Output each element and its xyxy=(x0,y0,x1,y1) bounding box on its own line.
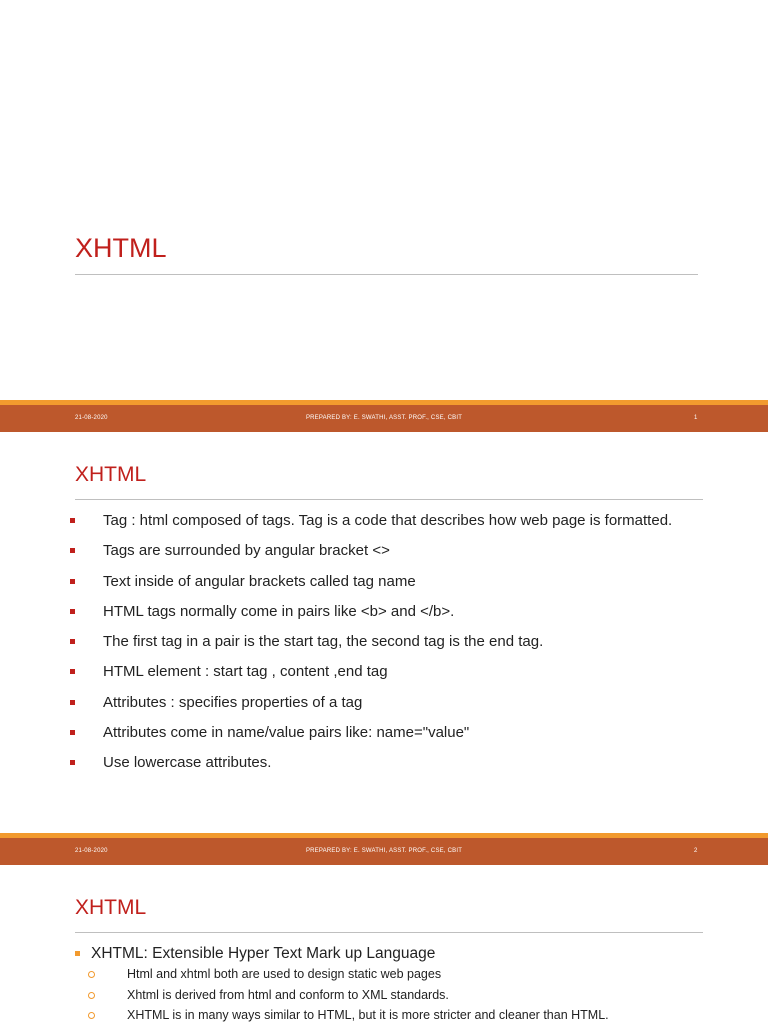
list-item xyxy=(70,512,710,530)
slide-footer xyxy=(0,833,768,865)
list-item xyxy=(70,754,710,772)
bullet-text: XHTML: Extensible Hyper Text Mark up Language xyxy=(91,945,436,962)
circle-bullet-icon xyxy=(88,1012,95,1019)
square-bullet-icon xyxy=(70,579,75,584)
title-divider xyxy=(75,274,698,275)
title-divider xyxy=(75,499,703,500)
list-item xyxy=(70,663,710,681)
bullet-text: Use lowercase attributes. xyxy=(103,754,272,772)
sub-bullet-text: Xhtml is derived from html and conform to XML standards. xyxy=(127,988,449,1002)
slide-title: XHTML xyxy=(75,896,147,919)
footer-date: 21-08-2020 xyxy=(75,848,108,854)
bullet-text: Attributes : specifies properties of a tag xyxy=(103,693,363,711)
sub-bullet-text: XHTML is in many ways similar to HTML, but it is more stricter and cleaner than HTML. xyxy=(127,1008,609,1022)
square-bullet-icon xyxy=(70,639,75,644)
list-item xyxy=(70,573,710,591)
slide-1 xyxy=(0,0,768,432)
slide-footer xyxy=(0,400,768,432)
bullet-text: Text inside of angular brackets called tag name xyxy=(103,572,416,590)
circle-bullet-icon xyxy=(88,992,95,999)
slide-title: XHTML xyxy=(75,463,147,486)
list-item xyxy=(70,694,710,712)
footer-page-number: 2 xyxy=(694,848,698,854)
square-bullet-icon xyxy=(70,548,75,553)
footer-author: PREPARED BY: E. SWATHI, ASST. PROF., CSE, CBIT xyxy=(305,848,463,854)
list-item xyxy=(70,542,710,560)
bullet-text: Tags are surrounded by angular bracket <> xyxy=(103,542,390,560)
bullet-list xyxy=(70,512,710,785)
bullet-text: HTML tags normally come in pairs like <b> and </b>. xyxy=(103,602,455,620)
bullet-text: Attributes come in name/value pairs like: name="value" xyxy=(103,724,470,742)
square-bullet-icon xyxy=(75,951,80,956)
square-bullet-icon xyxy=(70,518,75,523)
list-item xyxy=(70,603,710,621)
square-bullet-icon xyxy=(70,700,75,705)
slide-title: XHTML xyxy=(75,233,167,263)
bullet-text: HTML element : start tag , content ,end tag xyxy=(103,663,388,681)
square-bullet-icon xyxy=(70,730,75,735)
square-bullet-icon xyxy=(70,609,75,614)
list-item xyxy=(70,633,710,651)
bullet-text: Tag : html composed of tags. Tag is a code that describes how web page is formatted. xyxy=(103,512,673,529)
list-item xyxy=(70,724,710,742)
footer-author: PREPARED BY: E. SWATHI, ASST. PROF., CSE, CBIT xyxy=(305,415,463,421)
square-bullet-icon xyxy=(70,760,75,765)
footer-page-number: 1 xyxy=(694,415,698,421)
bullet-text: The first tag in a pair is the start tag, the second tag is the end tag. xyxy=(103,633,544,651)
sub-bullet-text: Html and xhtml both are used to design static web pages xyxy=(127,967,442,981)
circle-bullet-icon xyxy=(88,971,95,978)
title-divider xyxy=(75,932,703,933)
footer-date: 21-08-2020 xyxy=(75,415,108,421)
square-bullet-icon xyxy=(70,669,75,674)
